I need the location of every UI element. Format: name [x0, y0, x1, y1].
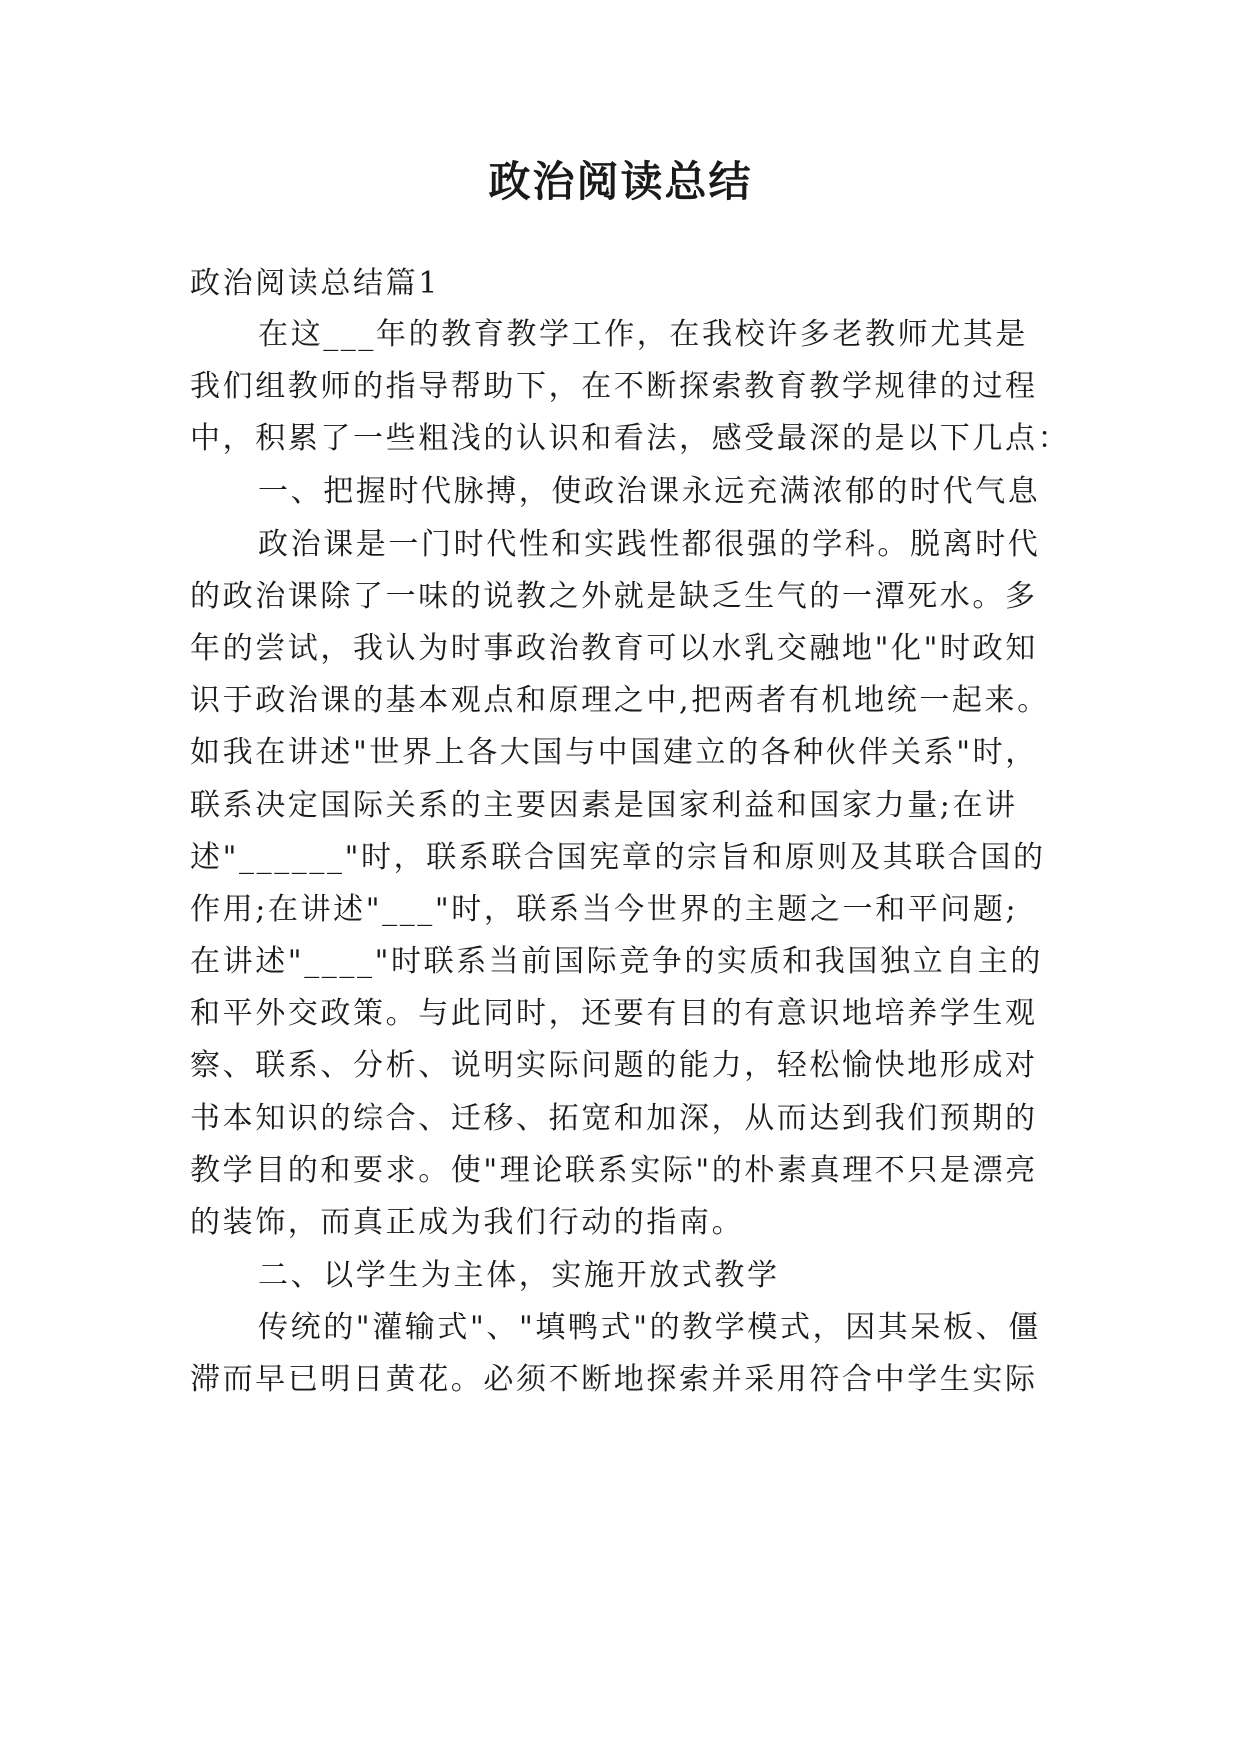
- paragraph-line: 年的尝试，我认为时事政治教育可以水乳交融地"化"时政知: [190, 631, 1038, 666]
- paragraph-line: 联系决定国际关系的主要因素是国家利益和国家力量;在讲: [190, 788, 1018, 823]
- paragraph-line: 滞而早已明日黄花。必须不断地探索并采用符合中学生实际: [190, 1362, 1038, 1397]
- paragraph-line: 和平外交政策。与此同时，还要有目的有意识地培养学生观: [190, 996, 1038, 1031]
- paragraph-line: 述"______"时，联系联合国宪章的宗旨和原则及其联合国的: [190, 840, 1046, 875]
- paragraph-line: 作用;在讲述"___"时，联系当今世界的主题之一和平问题;: [190, 892, 1019, 927]
- subheading-2: 二、以学生为主体，实施开放式教学: [258, 1258, 780, 1293]
- paragraph-line: 在讲述"____"时联系当前国际竞争的实质和我国独立自主的: [190, 944, 1043, 979]
- paragraph-line: 的装饰，而真正成为我们行动的指南。: [190, 1205, 745, 1240]
- paragraph-line: 教学目的和要求。使"理论联系实际"的朴素真理不只是漂亮: [190, 1153, 1038, 1188]
- paragraph-line: 在这___年的教育教学工作，在我校许多老教师尤其是: [258, 317, 1028, 352]
- document-title: 政治阅读总结: [488, 157, 753, 206]
- paragraph-line: 察、联系、分析、说明实际问题的能力，轻松愉快地形成对: [190, 1048, 1038, 1083]
- paragraph-line: 识于政治课的基本观点和原理之中,把两者有机地统一起来。: [190, 683, 1050, 718]
- subheading-1: 一、把握时代脉搏，使政治课永远充满浓郁的时代气息: [258, 474, 1041, 509]
- paragraph-line: 如我在讲述"世界上各大国与中国建立的各种伙伴关系"时，: [190, 735, 1038, 770]
- paragraph-line: 政治课是一门时代性和实践性都很强的学科。脱离时代: [258, 527, 1041, 562]
- paragraph-line: 中，积累了一些粗浅的认识和看法，感受最深的是以下几点：: [190, 421, 1071, 456]
- section-heading: 政治阅读总结篇1: [190, 266, 440, 301]
- paragraph-line: 传统的"灌输式"、"填鸭式"的教学模式，因其呆板、僵: [258, 1310, 1041, 1345]
- paragraph-line: 的政治课除了一味的说教之外就是缺乏生气的一潭死水。多: [190, 579, 1038, 614]
- paragraph-line: 书本知识的综合、迁移、拓宽和加深，从而达到我们预期的: [190, 1101, 1038, 1136]
- paragraph-line: 我们组教师的指导帮助下，在不断探索教育教学规律的过程: [190, 369, 1038, 404]
